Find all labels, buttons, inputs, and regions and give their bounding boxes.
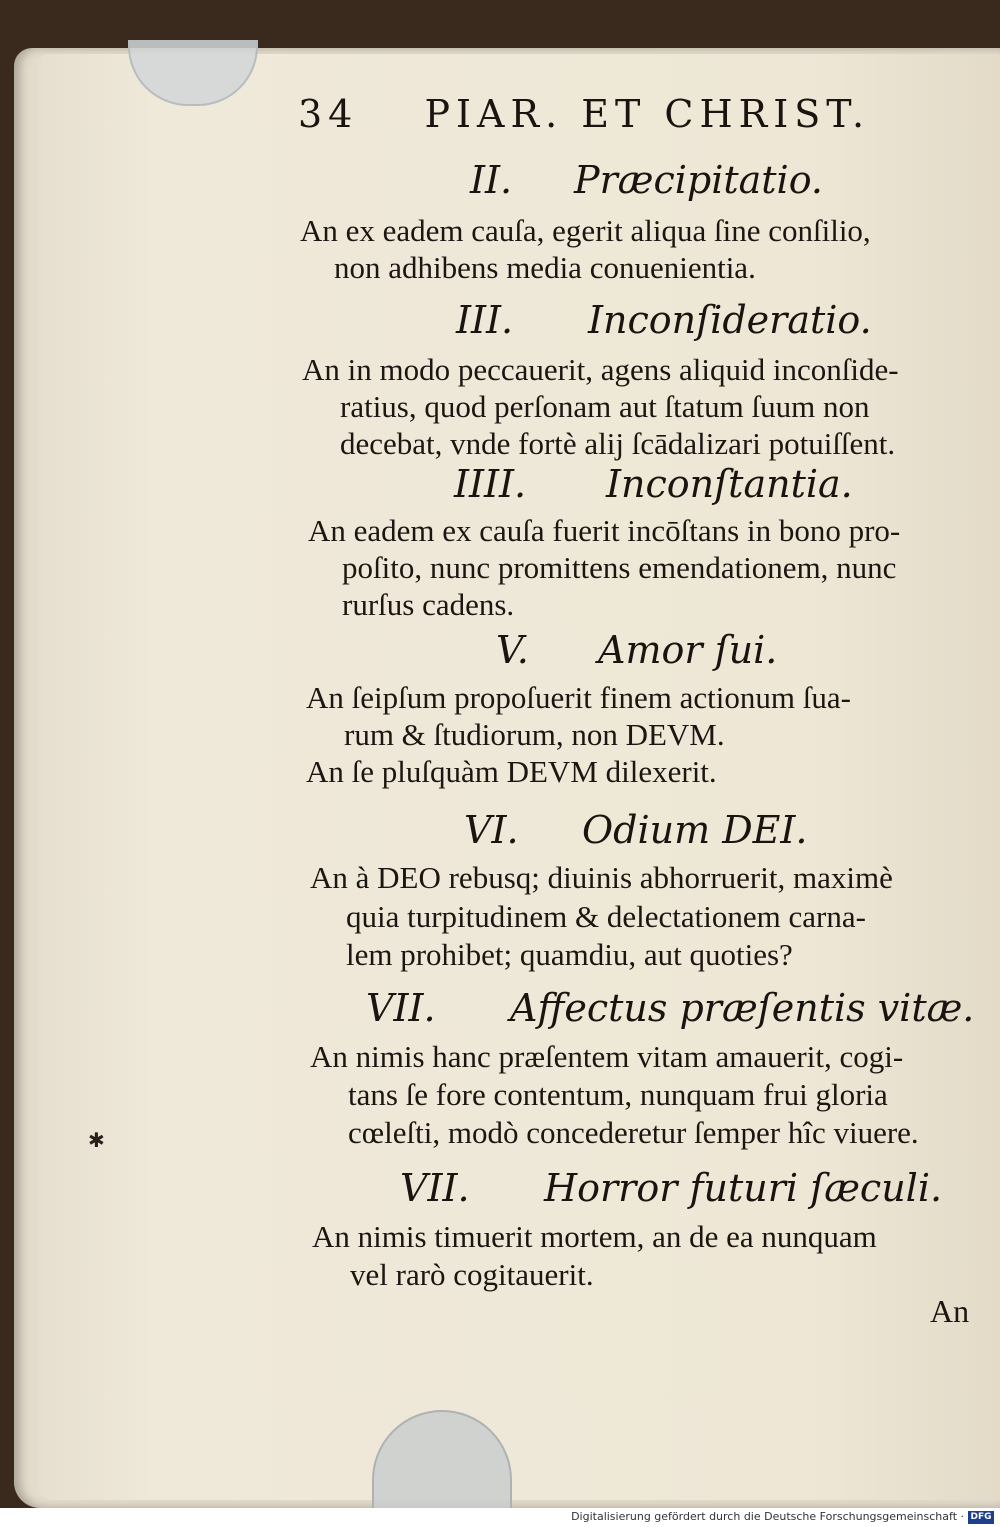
- text-line: vel rarò cogitauerit.: [350, 1257, 594, 1292]
- section-heading: [454, 462, 853, 506]
- margin-mark: ✱: [88, 1128, 105, 1152]
- running-title: PIAR. ET CHRIST.: [424, 92, 871, 136]
- text-line: An nimis hanc præſentem vitam amauerit, cogi-: [310, 1039, 904, 1074]
- section-heading: [464, 808, 808, 852]
- section-title: Inconſtantia.: [606, 462, 853, 506]
- text-line: non adhibens media conuenientia.: [334, 250, 756, 285]
- page-number: 34: [298, 92, 359, 136]
- section-numeral: VII.: [366, 986, 436, 1030]
- text-line: decebat, vnde fortè alij ſcādalizari potuiſſent.: [340, 426, 896, 461]
- section-title: Præcipitatio.: [574, 158, 824, 202]
- text-line: poſito, nunc promittens emendationem, nunc: [342, 550, 897, 585]
- text-line: ratius, quod perſonam aut ſtatum ſuum non: [340, 389, 870, 424]
- text-line: An ex eadem cauſa, egerit aliqua ſine conſilio,: [300, 213, 871, 248]
- text-line: rurſus cadens.: [342, 587, 515, 622]
- section-numeral: V.: [496, 628, 529, 672]
- text-line: An ſeipſum propoſuerit finem actionum ſua-: [306, 680, 851, 715]
- section-title: Horror futuri ſæculi.: [544, 1166, 943, 1210]
- catchword: An: [930, 1293, 970, 1329]
- dfg-logo: DFG: [968, 1511, 994, 1524]
- text-line: An nimis timuerit mortem, an de ea nunquam: [312, 1219, 877, 1254]
- section-numeral: IIII.: [454, 462, 527, 506]
- section-title: Inconſideratio.: [588, 298, 872, 342]
- section-title: Amor ſui.: [598, 628, 778, 672]
- text-line: quia turpitudinem & delectationem carna-: [346, 899, 866, 934]
- text-line: An à DEO rebusq; diuinis abhorruerit, maximè: [310, 860, 893, 895]
- section-heading: [470, 158, 823, 202]
- section-numeral: III.: [456, 298, 514, 342]
- section-numeral: II.: [470, 158, 513, 202]
- section-numeral: VII.: [400, 1166, 470, 1210]
- section-numeral: VI.: [464, 808, 519, 852]
- section-heading: [456, 298, 872, 342]
- section-heading: [496, 628, 777, 672]
- text-line: lem prohibet; quamdiu, aut quoties?: [346, 937, 793, 972]
- text-line: An eadem ex cauſa fuerit incōſtans in bono pro-: [308, 513, 901, 548]
- section-heading: [366, 986, 974, 1030]
- section-heading: [400, 1166, 942, 1210]
- section-title: Odium DEI.: [582, 808, 808, 852]
- text-line: cœleſti, modò concederetur ſemper hîc viuere.: [348, 1115, 919, 1150]
- footer-bar: [0, 1508, 1000, 1527]
- running-header: [298, 92, 870, 136]
- text-line: An ſe pluſquàm DEVM dilexerit.: [306, 754, 717, 789]
- footer-credit: Digitalisierung gefördert durch die Deutsche Forschungsgemeinschaft ·: [571, 1510, 964, 1523]
- text-line: rum & ſtudiorum, non DEVM.: [344, 717, 725, 752]
- text-line: An in modo peccauerit, agens aliquid inconſide-: [302, 352, 899, 387]
- section-title: Affectus præſentis vitæ.: [510, 986, 975, 1030]
- text-line: tans ſe fore contentum, nunquam frui gloria: [348, 1077, 888, 1112]
